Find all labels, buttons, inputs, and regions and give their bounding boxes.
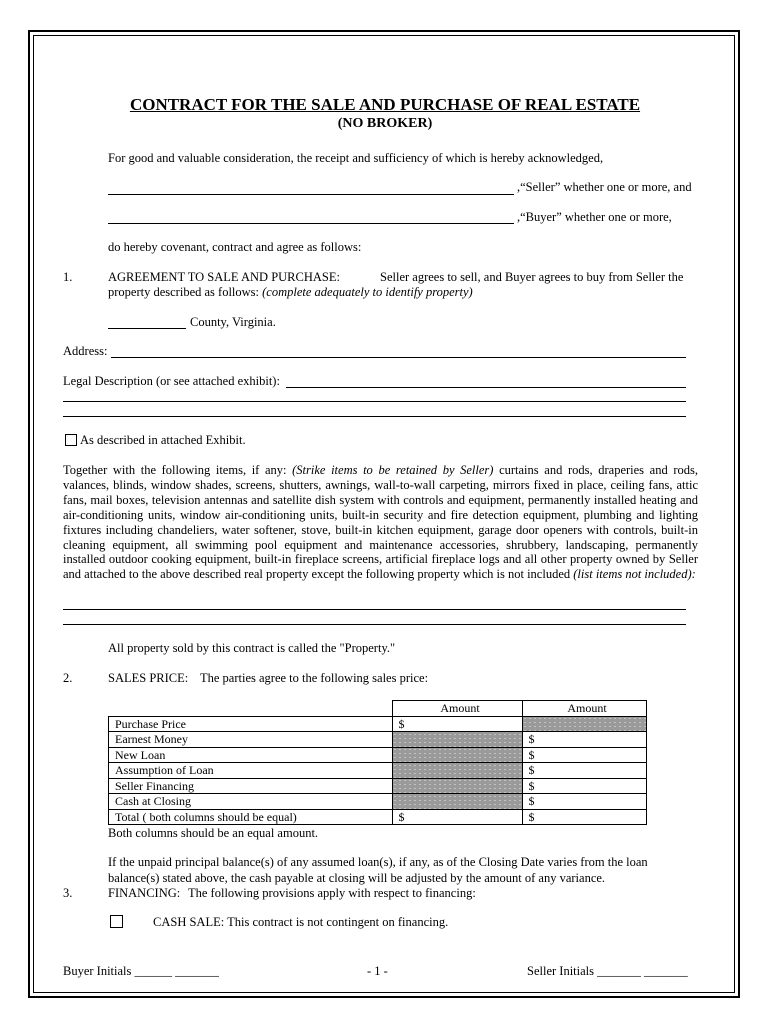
balance-note-1: If the unpaid principal balance(s) of any assumed loan(s), if any, as of the Closing Date varies from the loan xyxy=(108,855,648,869)
shaded-cell xyxy=(392,794,522,810)
exhibit-checkbox[interactable] xyxy=(65,434,77,446)
row-label: Cash at Closing xyxy=(109,794,393,810)
amount-cell[interactable]: $ xyxy=(522,794,646,810)
shaded-cell xyxy=(392,732,522,748)
row-label: Assumption of Loan xyxy=(109,763,393,779)
section1-heading: AGREEMENT TO SALE AND PURCHASE: xyxy=(108,270,340,284)
table-header-row xyxy=(109,701,647,717)
section1-line2 xyxy=(108,285,473,300)
items-list-note: (list items not included): xyxy=(573,567,696,582)
section1-number: 1. xyxy=(63,270,73,284)
shaded-cell xyxy=(392,763,522,779)
section3-number: 3. xyxy=(63,886,73,900)
seller-label: ,“Seller” whether one or more, and xyxy=(517,180,692,194)
section2-heading: SALES PRICE: xyxy=(108,671,189,685)
table-row xyxy=(109,732,647,748)
amount-cell[interactable]: $ xyxy=(522,747,646,763)
table-row xyxy=(109,794,647,810)
section2-number: 2. xyxy=(63,671,73,685)
table-row-total xyxy=(109,809,647,825)
address-line[interactable] xyxy=(111,357,686,358)
amount-cell[interactable]: $ xyxy=(392,716,522,732)
sales-price-table xyxy=(108,700,647,825)
equal-note: Both columns should be an equal amount. xyxy=(108,826,319,840)
amount-cell[interactable]: $ xyxy=(522,763,646,779)
contract-subtitle: (NO BROKER) xyxy=(337,116,433,131)
property-note: All property sold by this contract is called the "Property." xyxy=(108,641,396,655)
section3-text: The following provisions apply with respect to financing: xyxy=(188,886,476,900)
cash-sale-label: CASH SALE: This contract is not contingent on financing. xyxy=(153,915,449,929)
address-label: Address: xyxy=(63,344,108,358)
section1-line2-plain: property described as follows: xyxy=(108,285,260,299)
amount-cell[interactable]: $ xyxy=(392,809,522,825)
section3-heading: FINANCING: xyxy=(108,886,181,900)
legal-description-line-1[interactable] xyxy=(286,387,686,388)
amount-cell[interactable]: $ xyxy=(522,778,646,794)
row-label: Earnest Money xyxy=(109,732,393,748)
row-label: Seller Financing xyxy=(109,778,393,794)
intro-text: For good and valuable consideration, the receipt and sufficiency of which is hereby acknowledged, xyxy=(108,151,604,165)
amount-cell[interactable]: $ xyxy=(522,732,646,748)
shaded-cell xyxy=(392,747,522,763)
row-label: Purchase Price xyxy=(109,716,393,732)
amount-cell[interactable]: $ xyxy=(522,809,646,825)
items-strike-note: (Strike items to be retained by Seller) xyxy=(292,463,494,477)
row-label: Total ( both columns should be equal) xyxy=(109,809,393,825)
county-line[interactable] xyxy=(108,328,186,329)
table-row xyxy=(109,747,647,763)
table-row xyxy=(109,716,647,732)
table-row xyxy=(109,763,647,779)
excluded-items-line-2[interactable] xyxy=(63,624,686,625)
cash-sale-checkbox[interactable] xyxy=(110,915,123,928)
amount-header-2: Amount xyxy=(522,701,646,717)
row-label: New Loan xyxy=(109,747,393,763)
buyer-label: ,“Buyer” whether one or more, xyxy=(517,210,672,224)
shaded-cell xyxy=(522,716,646,732)
table-header-blank xyxy=(109,701,393,717)
covenant-text: do hereby covenant, contract and agree as follows: xyxy=(108,240,362,254)
table-row xyxy=(109,778,647,794)
section1-text: Seller agrees to sell, and Buyer agrees to buy from Seller the xyxy=(380,270,684,284)
items-lead: Together with the following items, if any: xyxy=(63,463,287,477)
page-number: - 1 - xyxy=(367,964,388,978)
included-items-paragraph xyxy=(63,463,698,582)
legal-description-line-2[interactable] xyxy=(63,401,686,402)
section2-text: The parties agree to the following sales price: xyxy=(200,671,429,685)
contract-title: CONTRACT FOR THE SALE AND PURCHASE OF REAL ESTATE xyxy=(129,95,641,114)
seller-initials: Seller Initials _______ _______ xyxy=(527,964,688,978)
excluded-items-line-1[interactable] xyxy=(63,609,686,610)
exhibit-label: As described in attached Exhibit. xyxy=(80,433,246,447)
items-body: curtains and rods, draperies and rods, valances, blinds, window shades, screens, shutters, awnings, wall-to-wall carpeting, mirrors fixed in place, ceiling fans, attic fans, mail boxes, television antennas and satellite dish system with controls and equipment, permanently installed heating and air-conditioning units, window air-conditioning units, built-in security and fire detection equipment, plumbing and lighting fixtures including chandeliers, water softener, stove, built-in kitchen equipment, garage door openers with controls, built-in cleaning equipment, all swimming pool equipment and maintenance accessories, shrubbery, landscaping, permanently installed outdoor cooking equipment, built-in fireplace screens, artificial fireplace logs and all other property owned by Seller and attached to the above described real property except the following property which is not included xyxy=(63,463,699,582)
amount-header-1: Amount xyxy=(392,701,522,717)
balance-note-2: balance(s) stated above, the cash payable at closing will be adjusted by the amount of any variance. xyxy=(108,871,606,885)
seller-name-line[interactable] xyxy=(108,194,514,195)
buyer-initials: Buyer Initials ______ _______ xyxy=(63,964,219,978)
shaded-cell xyxy=(392,778,522,794)
county-label: County, Virginia. xyxy=(190,315,276,329)
buyer-name-line[interactable] xyxy=(108,223,514,224)
legal-description-label: Legal Description (or see attached exhibit): xyxy=(63,374,280,388)
legal-description-line-3[interactable] xyxy=(63,416,686,417)
section1-line2-italic: (complete adequately to identify property) xyxy=(262,285,473,299)
